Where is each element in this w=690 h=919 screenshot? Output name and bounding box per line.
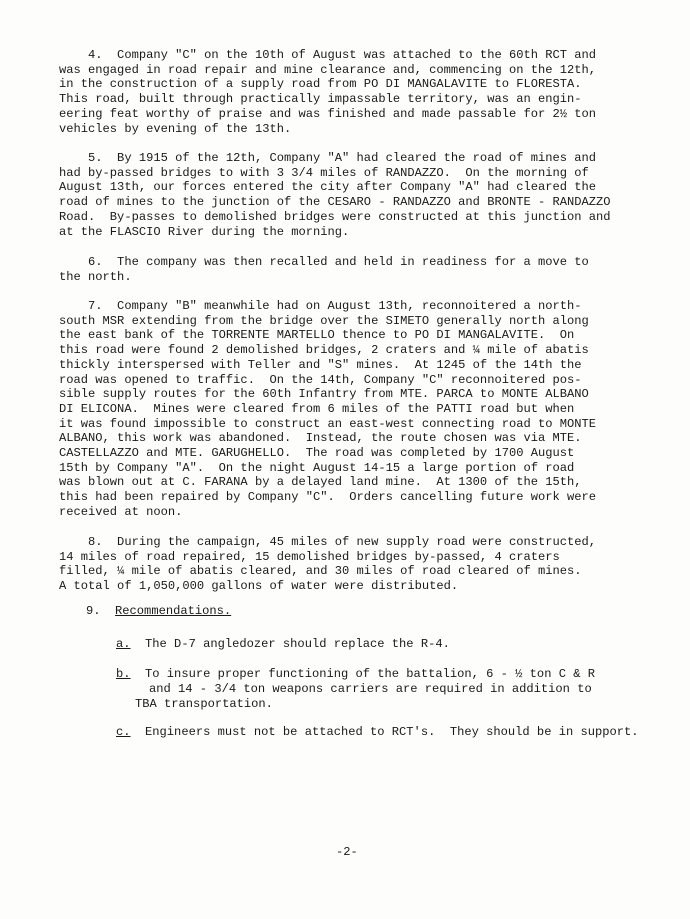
text-line: A total of 1,050,000 gallons of water were distributed. — [59, 579, 459, 594]
item-text: Engineers must not be attached to RCT's. They should be in support. — [145, 725, 639, 739]
paragraph-7 — [59, 299, 659, 520]
text-line: the north. — [59, 269, 132, 284]
text-line: ALBANO, this work was abandoned. Instead, the route chosen was via MTE. — [59, 431, 582, 446]
section-title: Recommendations. — [115, 604, 232, 618]
recommendation-a — [116, 637, 450, 652]
item-text: The D-7 angledozer should replace the R-4. — [145, 637, 450, 651]
text-line: 4. Company "C" on the 10th of August was attached to the 60th RCT and — [59, 48, 597, 62]
paragraph-4 — [59, 48, 659, 136]
recommendation-b — [116, 667, 595, 682]
item-text: To insure proper functioning of the battalion, 6 - ½ ton C & R — [145, 667, 595, 681]
text-line: this had been repaired by Company "C". Orders cancelling future work were — [59, 490, 597, 505]
text-line: eering feat worthy of praise and was finished and made passable for 2½ ton — [59, 106, 597, 121]
text-line: had by-passed bridges to with 3 3/4 miles of RANDAZZO. On the morning of — [59, 165, 589, 180]
paragraph-5 — [59, 151, 659, 239]
item-letter: a. — [116, 637, 131, 651]
text-line: Road. By-passes to demolished bridges were constructed at this junction and — [59, 209, 611, 224]
section-number: 9. — [86, 604, 101, 618]
text-line: road of mines to the junction of the CESARO - RANDAZZO and BRONTE - RANDAZZO — [59, 195, 611, 210]
text-line: sible supply routes for the 60th Infantry from MTE. PARCA to MONTE ALBANO — [59, 387, 589, 402]
recommendation-b-continuation — [149, 682, 592, 697]
text-line: CASTELLAZZO and MTE. GARUGHELLO. The road was completed by 1700 August — [59, 446, 575, 461]
text-line: it was found impossible to construct an east-west connecting road to MONTE — [59, 416, 597, 431]
text-line: at the FLASCIO River during the morning. — [59, 224, 350, 239]
section-9-heading — [86, 604, 231, 619]
text-line: DI ELICONA. Mines were cleared from 6 miles of the PATTI road but when — [59, 401, 575, 416]
text-line: 6. The company was then recalled and held in readiness for a move to — [59, 255, 589, 269]
text-line: vehicles by evening of the 13th. — [59, 121, 292, 136]
text-line: 14 miles of road repaired, 15 demolished bridges by-passed, 4 craters — [59, 549, 560, 564]
paragraph-8 — [59, 535, 659, 594]
text-line: in the construction of a supply road from PO DI MANGALAVITE to FLORESTA. — [59, 77, 582, 92]
text-line: 7. Company "B" meanwhile had on August 13th, reconnoitered a north- — [59, 299, 582, 313]
recommendation-b-continuation — [135, 697, 273, 712]
item-letter: c. — [116, 725, 131, 739]
text-line: the east bank of the TORRENTE MARTELLO thence to PO DI MANGALAVITE. On — [59, 328, 575, 343]
recommendation-c — [116, 725, 639, 740]
text-line: was engaged in road repair and mine clearance and, commencing on the 12th, — [59, 62, 597, 77]
text-line: south MSR extending from the bridge over the SIMETO generally north along — [59, 313, 589, 328]
text-line: road was opened to traffic. On the 14th, Company "C" reconnoitered pos- — [59, 372, 582, 387]
text-line: 15th by Company "A". On the night August 14-15 a large portion of road — [59, 460, 575, 475]
text-line: 8. During the campaign, 45 miles of new supply road were constructed, — [59, 535, 597, 549]
paragraph-6 — [59, 255, 659, 284]
item-text: TBA transportation. — [135, 697, 273, 711]
text-line: This road, built through practically impassable territory, was an engin- — [59, 92, 582, 107]
item-letter: b. — [116, 667, 131, 681]
item-text: and 14 - 3/4 ton weapons carriers are required in addition to — [149, 682, 592, 696]
text-line: filled, ¼ mile of abatis cleared, and 30 miles of road cleared of mines. — [59, 564, 582, 579]
text-line: August 13th, our forces entered the city after Company "A" had cleared the — [59, 180, 597, 195]
page-number: -2- — [336, 845, 358, 859]
text-line: 5. By 1915 of the 12th, Company "A" had cleared the road of mines and — [59, 151, 597, 165]
text-line: was blown out at C. FARANA by a delayed land mine. At 1300 of the 15th, — [59, 475, 582, 490]
text-line: this road were found 2 demolished bridges, 2 craters and ¼ mile of abatis — [59, 343, 589, 358]
text-line: received at noon. — [59, 504, 183, 519]
text-line: thickly interspersed with Teller and "S" mines. At 1245 of the 14th the — [59, 357, 582, 372]
